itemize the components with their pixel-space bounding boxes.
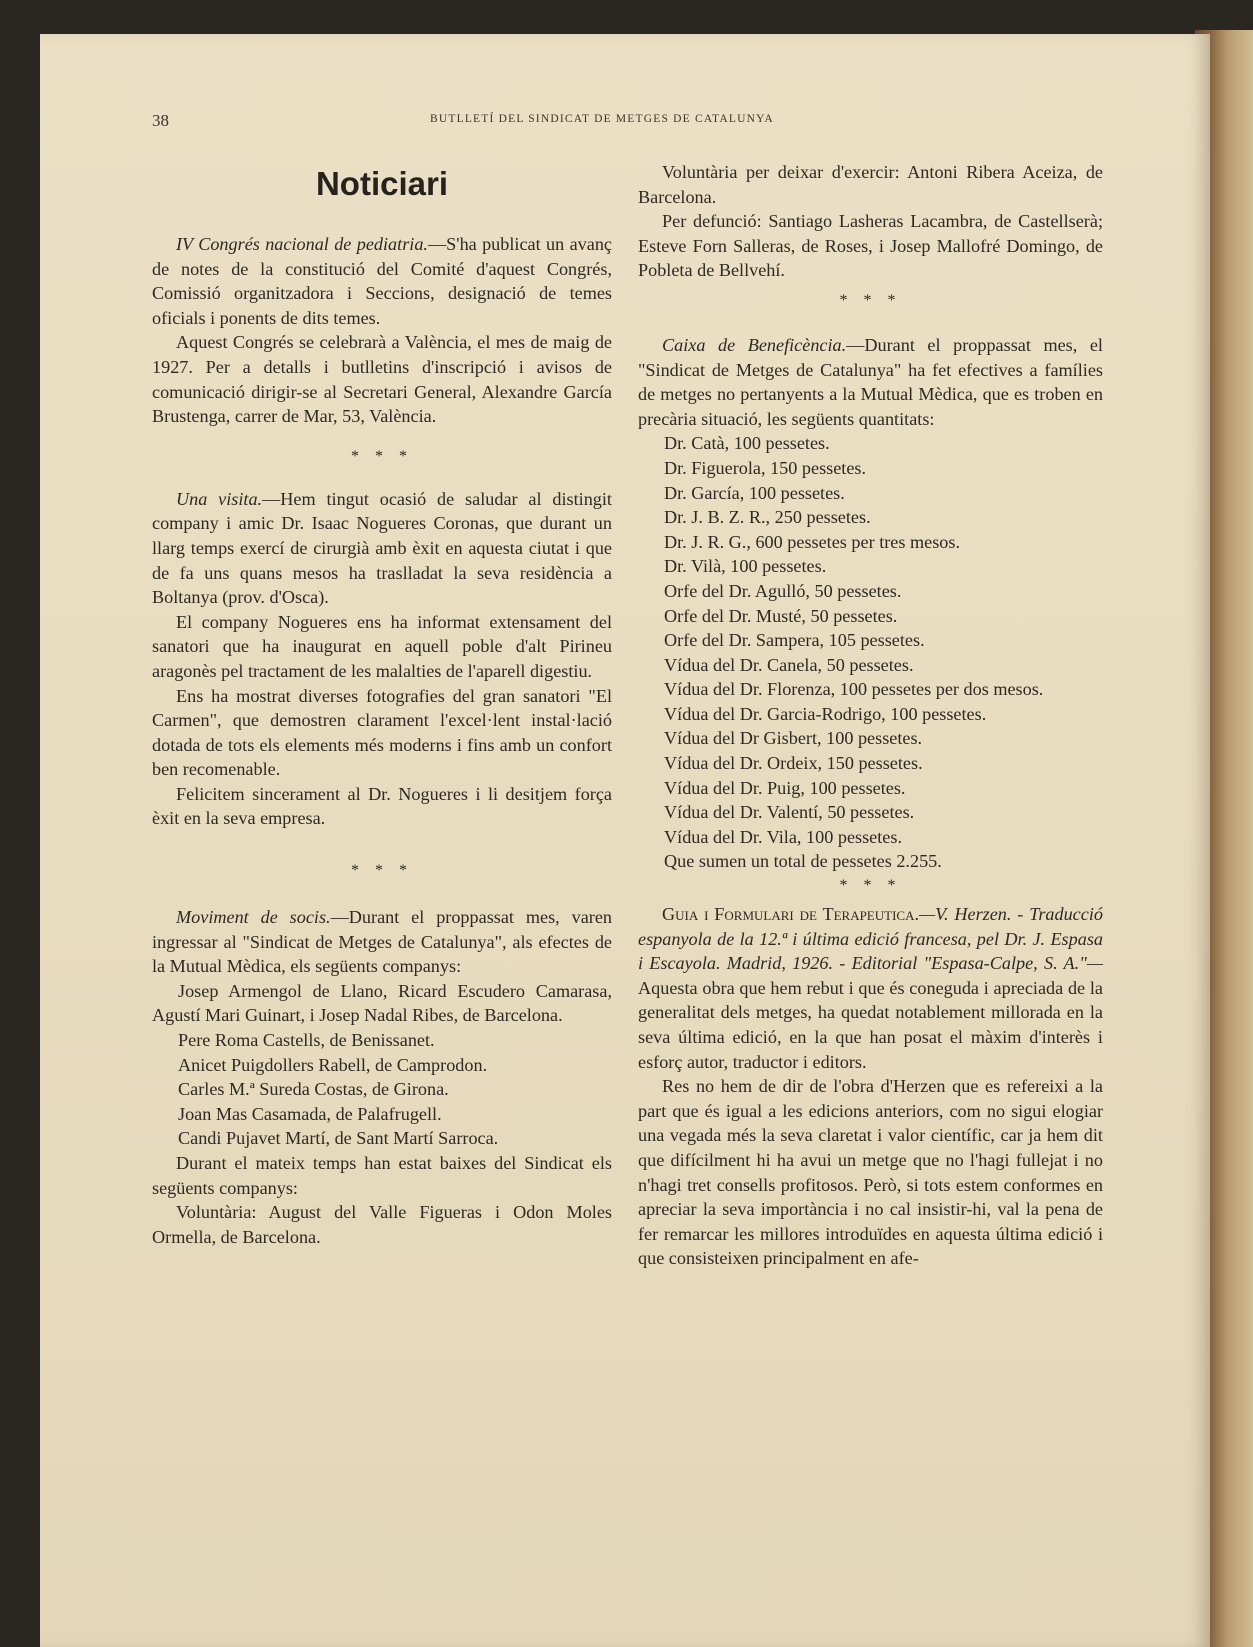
socis-voluntaria-1: Voluntària: August del Valle Figueras i Odon Moles Ormella, de Barcelona. — [152, 1202, 612, 1247]
right-column — [638, 160, 1103, 1271]
caixa-lead: Caixa de Beneficència. — [662, 334, 847, 355]
list-item: Dr. J. B. Z. R., 250 pessetes. — [664, 507, 871, 528]
left-column — [152, 160, 612, 1249]
guia-lead: Guia i Formulari de Terapeutica. — [662, 904, 920, 925]
congres-paragraph-1 — [152, 232, 612, 330]
list-item: Joan Mas Casamada, de Palafrugell. — [178, 1103, 442, 1124]
visita-paragraph-1 — [152, 487, 612, 610]
list-item: Vídua del Dr. Puig, 100 pessetes. — [664, 777, 906, 798]
section-title: Noticiari — [315, 165, 449, 202]
socis-baixes-paragraph: Durant el mateix temps han estat baixes del Sindicat els següents companys: — [152, 1153, 612, 1198]
page-number: 38 — [152, 111, 169, 130]
list-item: Josep Armengol de Llano, Ricard Escudero Camarasa, Agustí Mari Guinart, i Josep Nadal Ribes, de Barcelona. — [152, 980, 612, 1026]
section-separator: * * * — [839, 877, 902, 895]
caixa-paragraph-1 — [638, 333, 1103, 431]
guia-citation: —V. Herzen. - Traducció espanyola de la 12.ª i última edició francesa, pel Dr. J. Espasa i Escayola. Madrid, 1926. - Editorial "Espasa-Calpe, S. A."— — [638, 904, 1103, 974]
list-item: Vídua del Dr. Valentí, 50 pessetes. — [664, 802, 915, 823]
section-separator: * * * — [839, 291, 902, 309]
list-item: Dr. Catà, 100 pessetes. — [664, 433, 830, 454]
socis-text-1: —Durant el proppassat mes, varen ingressar al "Sindicat de Metges de Catalunya", als efectes de la Mutual Mèdica, els següents companys: — [152, 907, 612, 977]
socis-defuncio: Per defunció: Santiago Lasheras Lacambra, de Castellserà; Esteve Forn Salleras, de Roses, i Josep Mallofré Domingo, de Pobleta de Bellvehí. — [638, 211, 1103, 281]
list-item: Dr. J. R. G., 600 pessetes per tres mesos. — [664, 531, 961, 552]
visita-paragraph-3: Ens ha mostrat diverses fotografies del gran sanatori "El Carmen", que demostren clarament l'excel·lent instal·lació dotada de tots els elements més moderns i fins amb un confort ben recomenable. — [152, 685, 612, 780]
guia-text-1: Aquesta obra que hem rebut i que és coneguda i apreciada de la generalitat dels metges, ha quedat notablement millorada en la seva última edició, en la que han posat el màxim d'interès i esforç autor, traductor i editors. — [638, 977, 1103, 1072]
list-item: Orfe del Dr. Sampera, 105 pessetes. — [664, 630, 925, 651]
list-item: Dr. Figuerola, 150 pessetes. — [664, 457, 867, 478]
donations-total: Que sumen un total de pessetes 2.255. — [664, 851, 942, 872]
socis-voluntaria-2: Voluntària per deixar d'exercir: Antoni Ribera Aceiza, de Barcelona. — [638, 162, 1103, 207]
visita-text-1: —Hem tingut ocasió de saludar al distingit company i amic Dr. Isaac Nogueres Coronas, que durant un llarg temps exercí de cirurgià amb èxit en aquesta ciutat i que de fa uns quans mesos ha traslladat la seva residència a Boltanya (prov. d'Osca). — [152, 488, 612, 608]
socis-paragraph-1 — [152, 905, 612, 979]
list-item: Vídua del Dr. Florenza, 100 pessetes per dos mesos. — [664, 679, 1044, 700]
section-separator: * * * — [351, 862, 413, 880]
list-item: Dr. García, 100 pessetes. — [664, 482, 845, 503]
list-item: Orfe del Dr. Agulló, 50 pessetes. — [664, 580, 902, 601]
congres-paragraph-2: Aquest Congrés se celebrarà a València, el mes de maig de 1927. Per a detalls i butlletins d'inscripció i avisos de comunicació dirigir-se al Secretari General, Alexandre García Brustenga, carrer de Mar, 53, València. — [152, 332, 612, 427]
visita-lead: Una visita. — [176, 488, 263, 509]
list-item: Vídua del Dr Gisbert, 100 pessetes. — [664, 728, 923, 749]
list-item: Orfe del Dr. Musté, 50 pessetes. — [664, 605, 898, 626]
socis-lead: Moviment de socis. — [176, 907, 331, 928]
new-members-list — [152, 979, 612, 1151]
list-item: Vídua del Dr. Ordeix, 150 pessetes. — [664, 753, 923, 774]
running-head: BUTLLETÍ DEL SINDICAT DE METGES DE CATALUNYA — [430, 113, 774, 125]
donations-list — [638, 431, 1103, 874]
congres-lead: IV Congrés nacional de pediatria. — [176, 234, 428, 254]
list-item: Pere Roma Castells, de Benissanet. — [178, 1030, 435, 1051]
guia-paragraph-1 — [638, 902, 1103, 1074]
list-item: Dr. Vilà, 100 pessetes. — [664, 556, 827, 577]
list-item: Candi Pujavet Martí, de Sant Martí Sarroca. — [178, 1128, 499, 1149]
list-item: Vídua del Dr. Canela, 50 pessetes. — [664, 654, 914, 675]
list-item: Anicet Puigdollers Rabell, de Camprodon. — [178, 1054, 488, 1075]
caixa-text-1: —Durant el proppassat mes, el "Sindicat de Metges de Catalunya" ha fet efectives a famílies de metges no pertanyents a la Mutual Mèdica, que es troben en precària situació, les següents quantitats: — [638, 334, 1103, 429]
visita-paragraph-2: El company Nogueres ens ha informat extensament del sanatori que ha inaugurat en aquell poble d'alt Pirineu aragonès pel tractament de les malalties de l'aparell digestiu. — [152, 611, 612, 681]
section-separator: * * * — [351, 447, 413, 465]
list-item: Carles M.ª Sureda Costas, de Girona. — [178, 1079, 449, 1100]
guia-paragraph-2: Res no hem de dir de l'obra d'Herzen que es refereixi a la part que és igual a les edicions anteriors, com no sigui elogiar una vegada més la seva claretat i valor científic, car ja hem dit que difícilment hi ha avui un metge que no l'hagi fullejat i no n'hagi tret consells profitosos. Però, si tots estem conformes en apreciar la seva importància i no cal insistir-hi, val la pena de fer remarcar les millores introduïdes en aquesta última edició i que consisteixen principalment en afe- — [638, 1076, 1103, 1269]
visita-paragraph-4: Felicitem sincerament al Dr. Nogueres i li desitjem força èxit en la seva empresa. — [152, 783, 612, 829]
congres-text-1: —S'ha publicat un avanç de notes de la constitució del Comité d'aquest Congrés, Comissió organitzadora i Seccions, designació de temes oficials i ponents de dits temes. — [152, 234, 612, 328]
list-item: Vídua del Dr. Vila, 100 pessetes. — [664, 826, 902, 847]
list-item: Vídua del Dr. Garcia-Rodrigo, 100 pessetes. — [664, 703, 987, 724]
